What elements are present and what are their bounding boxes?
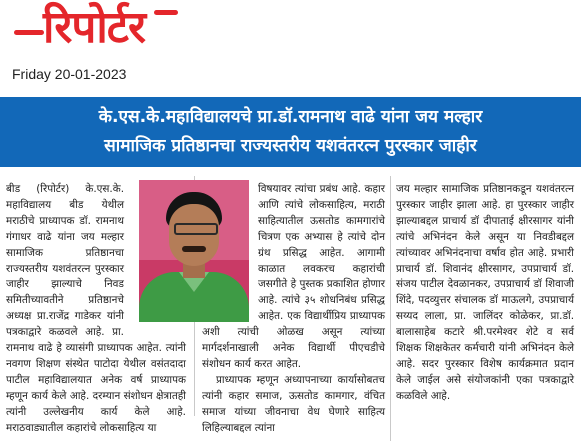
- professor-photo: [139, 180, 249, 322]
- article-column-3: [396, 182, 574, 405]
- masthead: [0, 0, 581, 90]
- article-paragraph: विषयावर त्यांचा प्रबंध आहे. कहार आणि त्यांचे लोकसाहित्य, मराठी साहित्यातील ऊसतोड कामगारांचे चित्रण एक अभ्यास हे त्यांचे दोन ग्रंथ प्रसिद्ध आहेत. आगामी काळात लवकरच कहारांची जसगीते हे पुस्तक प्रकाशित होणार आहे. त्यांचे ३५ शोधनिबंध प्रसिद्ध आहेत. एक विद्यार्थीप्रिय प्राध्यापक अशी त्यांची ओळख असून त्यांच्या मार्गदर्शनाखाली अनेक विद्यार्थी पीएचडीचे संशोधन कार्य करत आहेत.: [202, 183, 385, 370]
- column-divider: [390, 176, 391, 441]
- photo-mustache: [182, 246, 206, 252]
- article-paragraph: जय मल्हार सामाजिक प्रतिष्ठानकडून यशवंतरत्न पुरस्कार जाहीर झाला आहे. हा पुरस्कार जाहीर झाल्याबद्दल प्राचार्य डॉ दीपाताई क्षीरसागर यांनी त्यांचे अभिनंदन केले असून या निवडीबद्दल त्यांच्यावर अभिनंदनाचा वर्षाव होत आहे. प्रभारी प्राचार्य डॉ. शिवानंद क्षीरसागर, उपप्राचार्य डॉ. संजय पाटील देवळानकर, उपप्राचार्य डॉ शिवाजी शिंदे, पदव्युत्तर संचालक डॉ माऊलगे, उपप्राचार्य सय्यद लाला, प्रा. जालिंदर कोळेकर, प्रा.डॉ. बालासाहेब कटारे श्री.परमेश्वर शेटे व सर्व शिक्षक शिक्षकेतर कर्मचारी यांनी अभिनंदन केले आहे. सदर पुरस्कार विशेष कार्यक्रमात प्रदान केले जाईल असे संयोजकांनी एका पत्रकाद्वारे कळविले आहे.: [396, 183, 574, 402]
- photo-face: [169, 204, 219, 266]
- headline-text: [10, 103, 571, 161]
- article-paragraph: बीड (रिपोर्टर) के.एस.के. महाविद्यालय बीड येथील मराठीचे प्राध्यापक डॉ. रामनाथ गंगाधर वाढे यांना जय मल्हार सामाजिक प्रतिष्ठानचा राज्यस्तरीय यशवंतरत्न पुरस्कार जाहीर झाल्याचे निवड समितीच्यावतीने प्रतिष्ठानचे अध्यक्ष प्रा.राजेंद्र गाडेकर यांनी पत्रकाद्वारे कळवले आहे. प्रा. रामनाथ वाढे हे व्यासंगी प्राध्यापक आहेत. त्यांनी नवगण शिक्षण संस्थेत पाटोदा येथील वसंतदादा पाटील महाविद्यालयात अनेक वर्ष प्राध्यापक म्हणून कार्य केले आहे. दरम्यान संशोधन क्षेत्रातही त्यांनी उल्लेखनीय कार्य केले आहे. मराठवाड्यातील कहारांचे लोकसाहित्य या: [6, 183, 186, 434]
- photo-spectacles: [174, 223, 218, 235]
- article-paragraph: प्राध्यापक म्हणून अध्यापनाच्या कार्यासोबतच त्यांनी कहार समाज, ऊसतोड कामगार, वंचित समाज यांच्या जीवनाचा वेध घेणारे साहित्य लिहिल्याबद्दल त्यांना: [202, 373, 385, 434]
- logo-text: रिपोर्टर: [43, 2, 145, 53]
- headline-line-2: सामाजिक प्रतिष्ठानचा राज्यस्तरीय यशवंतरत्न पुरस्कार जाहीर: [104, 136, 477, 156]
- headline-line-1: के.एस.के.महाविद्यालयचे प्रा.डॉ.रामनाथ वाढे यांना जय मल्हार: [98, 107, 483, 127]
- newspaper-logo: [14, 2, 174, 56]
- article-body: [0, 176, 581, 447]
- logo-swoosh-right: [154, 10, 178, 15]
- headline-banner: [0, 97, 581, 167]
- publication-date: Friday 20-01-2023: [12, 66, 127, 82]
